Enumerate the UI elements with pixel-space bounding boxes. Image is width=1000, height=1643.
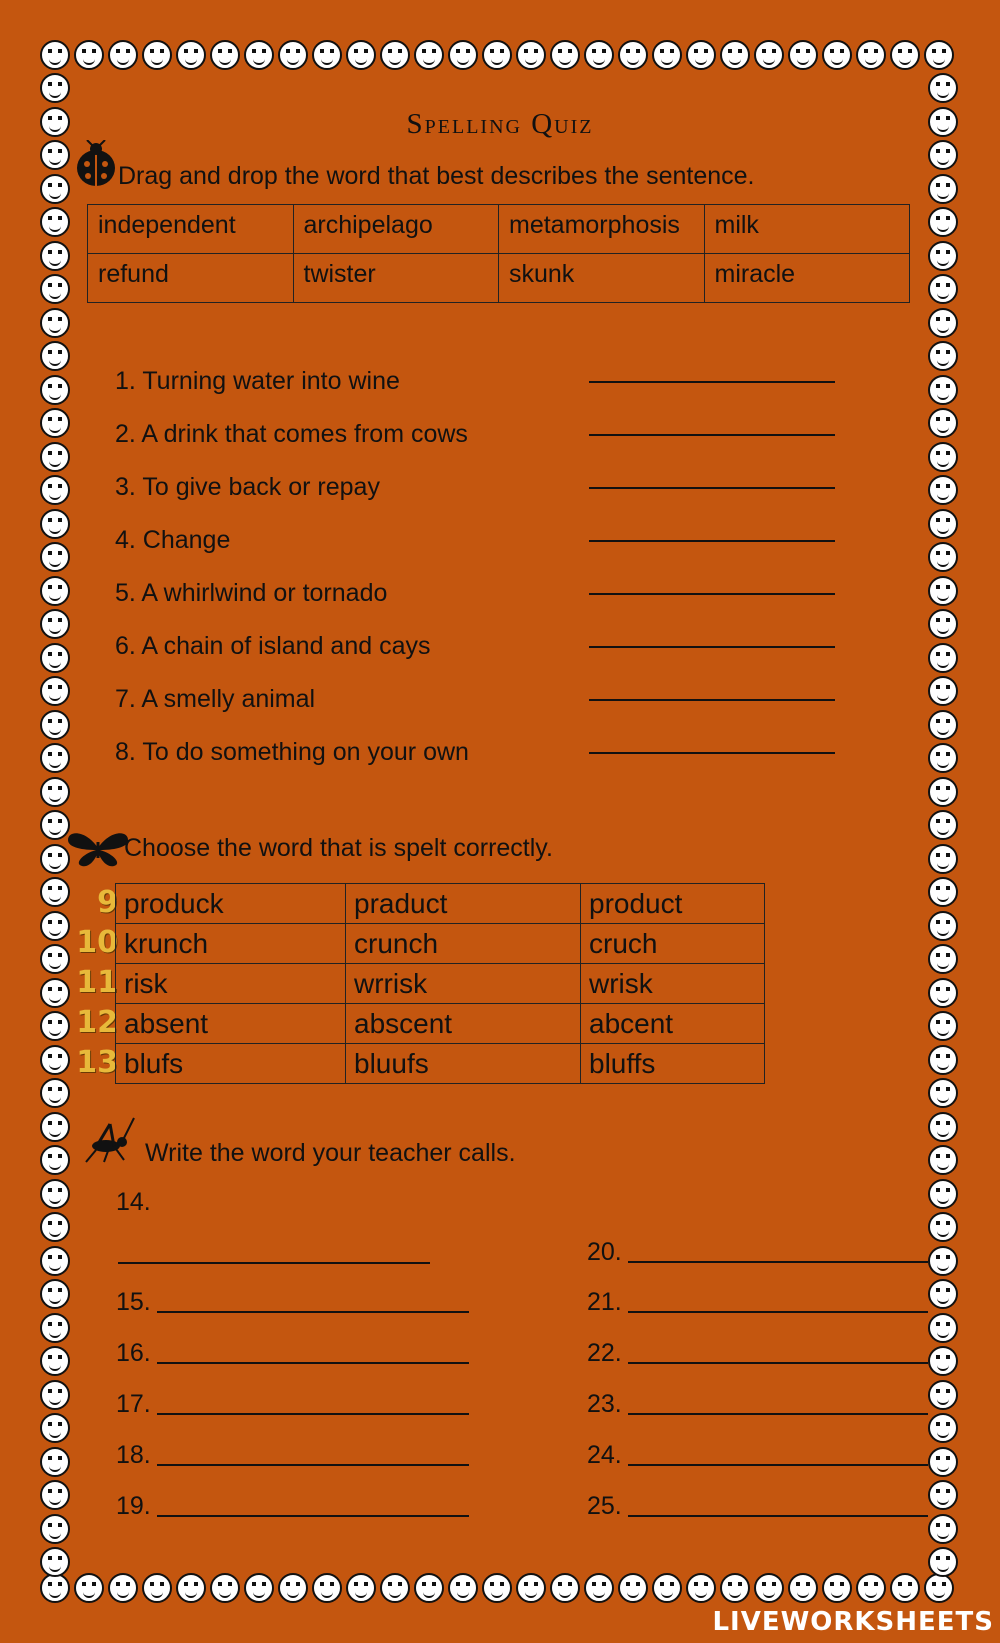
- pumpkin-icon: [928, 978, 958, 1008]
- pumpkin-icon: [754, 40, 784, 70]
- pumpkin-icon: [482, 40, 512, 70]
- pumpkin-icon: [40, 542, 70, 572]
- question-text: 4. Change: [115, 526, 231, 554]
- answer-drop-zone[interactable]: [589, 593, 835, 595]
- pumpkin-icon: [928, 911, 958, 941]
- word-bank-cell[interactable]: miracle: [704, 254, 910, 303]
- pumpkin-icon: [40, 1346, 70, 1376]
- question-list: [115, 343, 835, 767]
- pumpkin-icon: [928, 509, 958, 539]
- question-number: 11: [76, 965, 118, 1000]
- pumpkin-icon: [928, 274, 958, 304]
- pumpkin-icon: [40, 911, 70, 941]
- pumpkin-icon: [928, 1447, 958, 1477]
- pumpkin-icon: [40, 274, 70, 304]
- pumpkin-icon: [928, 877, 958, 907]
- pumpkin-icon: [928, 676, 958, 706]
- pumpkin-icon: [40, 710, 70, 740]
- pumpkin-icon: [40, 73, 70, 103]
- pumpkin-icon: [928, 1547, 958, 1577]
- word-bank-cell[interactable]: archipelago: [293, 205, 499, 254]
- write-number: 23.: [587, 1390, 622, 1418]
- pumpkin-icon: [924, 1573, 954, 1603]
- write-number: 22.: [587, 1339, 622, 1367]
- pumpkin-icon: [40, 743, 70, 773]
- write-row-24: [587, 1441, 928, 1470]
- answer-drop-zone[interactable]: [589, 434, 835, 436]
- pumpkin-icon: [686, 40, 716, 70]
- pumpkin-icon: [40, 978, 70, 1008]
- pumpkin-icon: [40, 1078, 70, 1108]
- choice-option[interactable]: bluufs: [346, 1044, 581, 1084]
- pumpkin-icon: [312, 1573, 342, 1603]
- pumpkin-icon: [414, 1573, 444, 1603]
- pumpkin-icon: [108, 1573, 138, 1603]
- word-bank-cell[interactable]: refund: [88, 254, 294, 303]
- write-answer-line[interactable]: [118, 1262, 430, 1264]
- pumpkin-icon: [40, 1514, 70, 1544]
- pumpkin-icon: [928, 542, 958, 572]
- write-number: 14.: [116, 1188, 151, 1216]
- pumpkin-icon: [686, 1573, 716, 1603]
- pumpkin-icon: [40, 509, 70, 539]
- pumpkin-icon: [40, 308, 70, 338]
- pumpkin-icon: [516, 1573, 546, 1603]
- choice-option[interactable]: wrrisk: [346, 964, 581, 1004]
- write-row-18: [116, 1441, 469, 1470]
- pumpkin-icon: [516, 40, 546, 70]
- choice-option[interactable]: product: [581, 884, 765, 924]
- pumpkin-icon: [414, 40, 444, 70]
- question-text: 6. A chain of island and cays: [115, 632, 431, 660]
- pumpkin-icon: [40, 676, 70, 706]
- pumpkin-icon: [720, 1573, 750, 1603]
- question-text: 7. A smelly animal: [115, 685, 316, 713]
- write-number: 24.: [587, 1441, 622, 1469]
- write-answer-line[interactable]: [628, 1413, 928, 1415]
- question-number: 9: [97, 885, 118, 920]
- pumpkin-icon: [40, 1547, 70, 1577]
- question-text: 2. A drink that comes from cows: [115, 420, 468, 448]
- pumpkin-icon: [40, 1447, 70, 1477]
- pumpkin-icon: [924, 40, 954, 70]
- pumpkin-icon: [928, 1112, 958, 1142]
- pumpkin-icon: [550, 1573, 580, 1603]
- section1-instruction: Drag and drop the word that best describes the sentence.: [118, 162, 755, 190]
- choice-option[interactable]: abscent: [346, 1004, 581, 1044]
- pumpkin-icon: [312, 40, 342, 70]
- pumpkin-icon: [142, 40, 172, 70]
- write-number: 15.: [116, 1288, 151, 1316]
- pumpkin-icon: [928, 308, 958, 338]
- pumpkin-icon: [40, 140, 70, 170]
- write-answer-line[interactable]: [157, 1311, 469, 1313]
- word-bank-cell[interactable]: twister: [293, 254, 499, 303]
- pumpkin-icon: [40, 1112, 70, 1142]
- pumpkin-icon: [928, 442, 958, 472]
- pumpkin-icon: [40, 777, 70, 807]
- answer-drop-zone[interactable]: [589, 381, 835, 383]
- write-row-20: [587, 1238, 928, 1267]
- choice-option[interactable]: bluffs: [581, 1044, 765, 1084]
- answer-drop-zone[interactable]: [589, 699, 835, 701]
- write-row-22: [587, 1339, 928, 1368]
- list-item: [115, 343, 835, 396]
- pumpkin-icon: [928, 207, 958, 237]
- pumpkin-icon: [40, 1313, 70, 1343]
- pumpkin-icon: [928, 1279, 958, 1309]
- pumpkin-icon: [550, 40, 580, 70]
- write-number: 19.: [116, 1492, 151, 1520]
- write-row-19: [116, 1492, 469, 1521]
- pumpkin-icon: [856, 40, 886, 70]
- answer-drop-zone[interactable]: [589, 487, 835, 489]
- pumpkin-icon: [928, 777, 958, 807]
- pumpkin-icon: [928, 1480, 958, 1510]
- pumpkin-icon: [176, 40, 206, 70]
- choice-option[interactable]: cruch: [581, 924, 765, 964]
- question-text: 1. Turning water into wine: [115, 367, 400, 395]
- pumpkin-icon: [40, 1212, 70, 1242]
- question-number: 10: [76, 925, 118, 960]
- pumpkin-icon: [482, 1573, 512, 1603]
- pumpkin-icon: [928, 1212, 958, 1242]
- choice-option[interactable]: produck: [116, 884, 346, 924]
- write-number: 16.: [116, 1339, 151, 1367]
- pumpkin-icon: [928, 1011, 958, 1041]
- write-answer-line[interactable]: [628, 1515, 928, 1517]
- pumpkin-icon: [928, 375, 958, 405]
- table-row: [116, 884, 765, 924]
- write-number: 18.: [116, 1441, 151, 1469]
- pumpkin-icon: [928, 241, 958, 271]
- table-row: [88, 205, 910, 254]
- write-answer-line[interactable]: [628, 1464, 928, 1466]
- pumpkin-icon: [210, 40, 240, 70]
- pumpkin-border-bottom: [40, 1573, 960, 1603]
- pumpkin-icon: [890, 1573, 920, 1603]
- pumpkin-icon: [278, 1573, 308, 1603]
- write-row-25: [587, 1492, 928, 1521]
- pumpkin-icon: [928, 73, 958, 103]
- choice-option[interactable]: crunch: [346, 924, 581, 964]
- pumpkin-icon: [40, 241, 70, 271]
- pumpkin-icon: [928, 475, 958, 505]
- pumpkin-icon: [928, 174, 958, 204]
- pumpkin-icon: [618, 1573, 648, 1603]
- pumpkin-icon: [346, 40, 376, 70]
- butterfly-icon: [66, 828, 130, 868]
- pumpkin-icon: [928, 1514, 958, 1544]
- pumpkin-icon: [928, 743, 958, 773]
- pumpkin-icon: [176, 1573, 206, 1603]
- pumpkin-border-right: [928, 73, 958, 1577]
- pumpkin-icon: [928, 710, 958, 740]
- pumpkin-icon: [652, 1573, 682, 1603]
- question-text: 8. To do something on your own: [115, 738, 469, 766]
- write-answer-line[interactable]: [628, 1311, 928, 1313]
- word-bank-cell[interactable]: independent: [88, 205, 294, 254]
- question-text: 3. To give back or repay: [115, 473, 380, 501]
- write-answer-line[interactable]: [157, 1464, 469, 1466]
- pumpkin-icon: [40, 576, 70, 606]
- write-row-17: [116, 1390, 469, 1419]
- spelling-choice-table: [115, 883, 765, 1084]
- pumpkin-icon: [244, 1573, 274, 1603]
- pumpkin-border-left: [40, 73, 70, 1577]
- word-bank-table: [87, 204, 910, 303]
- pumpkin-icon: [40, 408, 70, 438]
- answer-drop-zone[interactable]: [589, 646, 835, 648]
- pumpkin-icon: [40, 1179, 70, 1209]
- pumpkin-icon: [928, 1413, 958, 1443]
- pumpkin-icon: [928, 844, 958, 874]
- pumpkin-icon: [40, 207, 70, 237]
- pumpkin-icon: [928, 1078, 958, 1108]
- pumpkin-icon: [40, 1573, 70, 1603]
- pumpkin-icon: [618, 40, 648, 70]
- choice-option[interactable]: wrisk: [581, 964, 765, 1004]
- section3-instruction: Write the word your teacher calls.: [145, 1139, 516, 1167]
- pumpkin-icon: [244, 40, 274, 70]
- write-number: 17.: [116, 1390, 151, 1418]
- word-bank-cell[interactable]: skunk: [499, 254, 705, 303]
- pumpkin-icon: [142, 1573, 172, 1603]
- section2-instruction: Choose the word that is spelt correctly.: [124, 834, 553, 862]
- pumpkin-icon: [40, 341, 70, 371]
- write-answer-line[interactable]: [628, 1362, 928, 1364]
- pumpkin-icon: [40, 174, 70, 204]
- pumpkin-icon: [40, 1480, 70, 1510]
- pumpkin-icon: [40, 1380, 70, 1410]
- pumpkin-icon: [584, 1573, 614, 1603]
- write-row-15: [116, 1288, 469, 1317]
- pumpkin-icon: [928, 576, 958, 606]
- question-text: 5. A whirlwind or tornado: [115, 579, 388, 607]
- pumpkin-icon: [346, 1573, 376, 1603]
- word-bank-cell[interactable]: metamorphosis: [499, 205, 705, 254]
- pumpkin-icon: [40, 1045, 70, 1075]
- pumpkin-icon: [278, 40, 308, 70]
- pumpkin-icon: [928, 1179, 958, 1209]
- pumpkin-border-top: [40, 40, 960, 70]
- pumpkin-icon: [40, 475, 70, 505]
- pumpkin-icon: [40, 643, 70, 673]
- question-number: 12: [76, 1005, 118, 1040]
- table-row: [116, 924, 765, 964]
- pumpkin-icon: [822, 1573, 852, 1603]
- pumpkin-icon: [40, 1145, 70, 1175]
- pumpkin-icon: [928, 643, 958, 673]
- write-number: 20.: [587, 1238, 622, 1266]
- table-row: [116, 1004, 765, 1044]
- pumpkin-icon: [74, 1573, 104, 1603]
- pumpkin-icon: [928, 609, 958, 639]
- pumpkin-icon: [928, 1313, 958, 1343]
- table-row: [116, 1044, 765, 1084]
- list-item: [115, 555, 835, 608]
- write-answer-line[interactable]: [157, 1362, 469, 1364]
- choice-option[interactable]: blufs: [116, 1044, 346, 1084]
- pumpkin-icon: [40, 375, 70, 405]
- list-item: [115, 661, 835, 714]
- pumpkin-icon: [928, 341, 958, 371]
- choice-option[interactable]: krunch: [116, 924, 346, 964]
- pumpkin-icon: [890, 40, 920, 70]
- pumpkin-icon: [40, 1246, 70, 1276]
- write-answer-line[interactable]: [157, 1413, 469, 1415]
- word-bank-cell[interactable]: milk: [704, 205, 910, 254]
- write-number: 21.: [587, 1288, 622, 1316]
- pumpkin-icon: [380, 40, 410, 70]
- write-row-21: [587, 1288, 928, 1317]
- list-item: [115, 449, 835, 502]
- pumpkin-icon: [448, 1573, 478, 1603]
- pumpkin-icon: [40, 1413, 70, 1443]
- pumpkin-icon: [210, 1573, 240, 1603]
- pumpkin-icon: [584, 40, 614, 70]
- pumpkin-icon: [754, 1573, 784, 1603]
- question-number: 13: [76, 1045, 118, 1080]
- pumpkin-icon: [40, 40, 70, 70]
- pumpkin-icon: [928, 1246, 958, 1276]
- write-answer-line[interactable]: [628, 1261, 928, 1263]
- write-row-16: [116, 1339, 469, 1368]
- list-item: [115, 714, 835, 767]
- pumpkin-icon: [928, 1380, 958, 1410]
- write-row-14: [116, 1188, 151, 1217]
- table-row: [88, 254, 910, 303]
- ladybug-icon: [74, 140, 118, 188]
- pumpkin-icon: [380, 1573, 410, 1603]
- answer-drop-zone[interactable]: [589, 540, 835, 542]
- pumpkin-icon: [720, 40, 750, 70]
- write-number: 25.: [587, 1492, 622, 1520]
- pumpkin-icon: [652, 40, 682, 70]
- pumpkin-icon: [856, 1573, 886, 1603]
- pumpkin-icon: [40, 1011, 70, 1041]
- pumpkin-icon: [40, 877, 70, 907]
- choice-option[interactable]: praduct: [346, 884, 581, 924]
- pumpkin-icon: [108, 40, 138, 70]
- list-item: [115, 502, 835, 555]
- pumpkin-icon: [928, 140, 958, 170]
- cricket-icon: [84, 1116, 136, 1164]
- pumpkin-icon: [788, 40, 818, 70]
- pumpkin-icon: [822, 40, 852, 70]
- table-row: [116, 964, 765, 1004]
- pumpkin-icon: [74, 40, 104, 70]
- pumpkin-icon: [40, 609, 70, 639]
- choice-option[interactable]: abcent: [581, 1004, 765, 1044]
- question-number-column: [76, 883, 118, 1083]
- pumpkin-icon: [928, 944, 958, 974]
- pumpkin-icon: [928, 408, 958, 438]
- pumpkin-icon: [40, 442, 70, 472]
- pumpkin-icon: [40, 944, 70, 974]
- pumpkin-icon: [928, 810, 958, 840]
- list-item: [115, 608, 835, 661]
- list-item: [115, 396, 835, 449]
- answer-drop-zone[interactable]: [589, 752, 835, 754]
- choice-option[interactable]: absent: [116, 1004, 346, 1044]
- choice-option[interactable]: risk: [116, 964, 346, 1004]
- write-row-23: [587, 1390, 928, 1419]
- liveworksheets-logo: LIVEWORKSHEETS: [712, 1607, 994, 1637]
- pumpkin-icon: [40, 1279, 70, 1309]
- pumpkin-icon: [928, 1346, 958, 1376]
- pumpkin-icon: [928, 1145, 958, 1175]
- pumpkin-icon: [448, 40, 478, 70]
- pumpkin-icon: [788, 1573, 818, 1603]
- pumpkin-icon: [928, 1045, 958, 1075]
- page-title: Spelling Quiz: [406, 108, 594, 140]
- write-answer-line[interactable]: [157, 1515, 469, 1517]
